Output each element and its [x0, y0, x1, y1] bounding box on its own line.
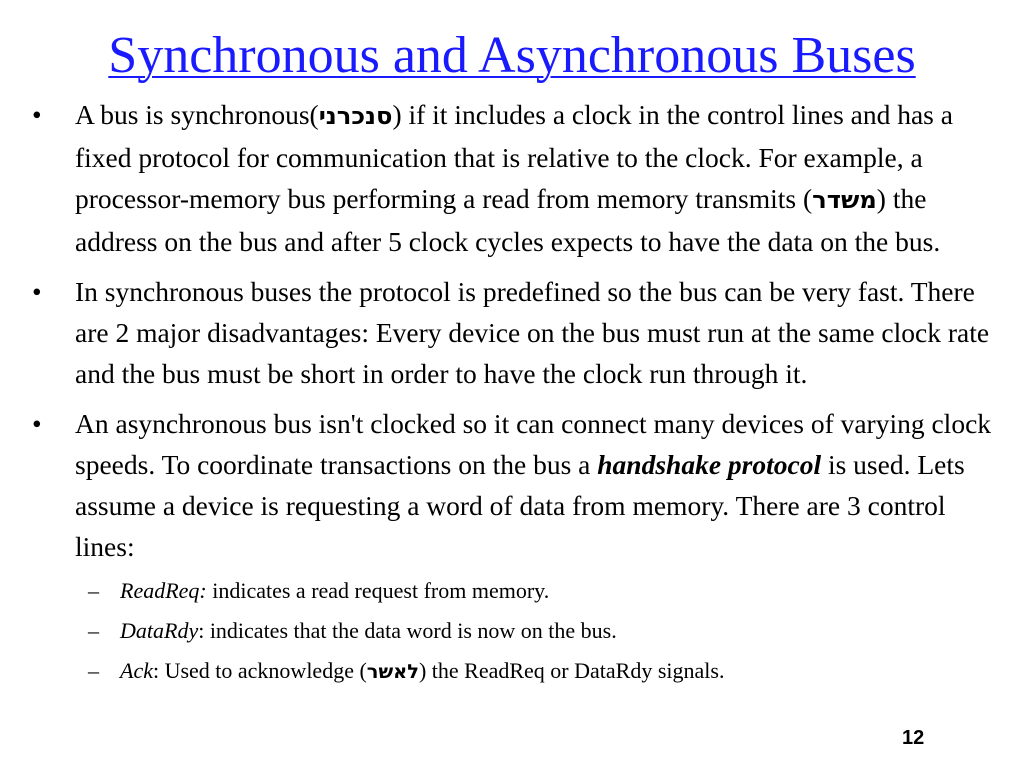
sub-bullet-dash: – — [88, 578, 99, 603]
slide-title: Synchronous and Asynchronous Buses — [108, 27, 916, 84]
sub-bullet-datardy — [28, 616, 996, 646]
bullet-text: ) the address on the bus and after 5 clock cycles expects to have the data on the bus. — [75, 183, 941, 257]
slide-body — [28, 94, 996, 697]
bullet-asynchronous-bus — [28, 403, 996, 567]
hebrew-term-acknowledge: לאשר — [366, 660, 419, 683]
sub-bullet-text: : Used to acknowledge ( — [152, 658, 367, 683]
bullet-synchronous-disadvantages — [28, 271, 996, 394]
bullet-text: is used. Lets assume a device is requesting a word of data from memory. There are 3 control lines: — [75, 449, 965, 562]
sub-bullet-dash: – — [88, 618, 99, 643]
sub-bullet-ack — [28, 656, 996, 687]
sub-bullet-term: DataRdy — [120, 618, 199, 643]
sub-bullet-readreq — [28, 576, 996, 606]
bullet-text: A bus is synchronous( — [75, 99, 319, 130]
page-number: 12 — [902, 727, 925, 749]
bullet-text: An asynchronous bus isn't clocked so it can connect many devices of varying clock speeds. To coordinate transactions on the bus a — [75, 408, 992, 480]
sub-bullet-term: ReadReq: — [120, 578, 207, 603]
sub-bullet-text: : indicates that the data word is now on the bus. — [198, 618, 617, 643]
bullet-dot: • — [32, 276, 42, 307]
bullet-synchronous-definition — [28, 94, 996, 262]
handshake-protocol-term: handshake protocol — [597, 449, 822, 480]
hebrew-term-transmits: משדר — [812, 186, 877, 214]
sub-bullet-term: Ack — [120, 658, 153, 683]
sub-bullet-dash: – — [88, 658, 99, 683]
bullet-text: In synchronous buses the protocol is predefined so the bus can be very fast. There are 2 major disadvantages: Every device on the bus must run at the same clock rate and the bus must be short in order to have the clock run through it. — [75, 276, 990, 389]
sub-bullet-text: ) the ReadReq or DataRdy signals. — [418, 658, 725, 683]
sub-bullet-text: indicates a read request from memory. — [206, 578, 550, 603]
bullet-dot: • — [32, 408, 42, 439]
bullet-dot: • — [32, 99, 42, 130]
bullet-text: ) if it includes a clock in the control lines and has a fixed protocol for communication that is relative to the clock. For example, a processor-memory bus performing a read from memory transmits ( — [75, 99, 953, 214]
hebrew-term-synchronous: סנכרני — [318, 102, 393, 130]
